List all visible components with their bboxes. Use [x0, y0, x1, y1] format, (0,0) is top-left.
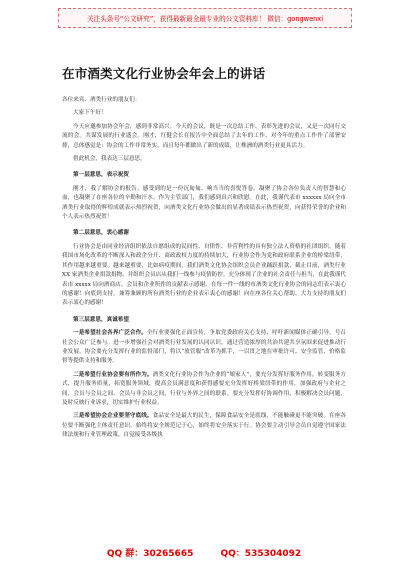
section1-body: 刚才，我了解协会的报告，感受到的是一份沉甸甸、响当当的喜悦答卷。凝聚了协会各位负责人的智慧和心血，也凝聚了在座各位的辛勤和汗水。作为主管部门，我们感到真兴和欣慰。在此，我谨代表市 xxxxxx 局向全市酒类行业取得的辉煌成就表示热烈祝贺，向酒类文化行业协会做出的显著成绩表示热烈祝贺，向获得荣誉的企业和个人表示热烈祝贺！	[62, 185, 346, 221]
section1-heading: 第一层意思，表示祝贺	[73, 172, 129, 179]
promo-banner: 关注头条号“公文研究”，获得最新最全最专业的公文资料库！ 微信：gongwenxi	[58, 8, 352, 28]
qq-group: QQ 群：30265665	[106, 549, 194, 559]
hope-2-body: 酒类文化行业协会作为企业的“娘家人”，要充分发挥好服务作用，转变服务方式，提升服务质量，拓宽服务领域，提高会员满意度和获得感要充分发挥好桥梁纽带的作用，加强政府与企业之间、会员与会员之间、会员与非会员之间，行业与外界之间的联系。要充分发挥好协调作用，积极解决会员问题，及时反映行业诉求，切实维护行业权益。	[62, 371, 346, 406]
salutation: 各位来宾、酒类行业的朋友们：	[62, 97, 141, 103]
hope-paragraph-2	[62, 371, 346, 409]
hope-paragraph-1	[62, 329, 346, 367]
intro-paragraph: 今天应邀参加协会年会，感到非常高兴。今天的会议，既是一次总结工作、表彰先进的会议，又是一次同行交流的会。共谋发展的行业盛会。刚才，红健会长在报告中全面总结了去年的工作。对今年的重点工作作了部署安排，总体感觉是：协会的工作非常务实，而且每年都做出了新的成绩，让株洲的酒类行业更具活力。	[62, 123, 346, 149]
section2-heading: 第二层意思，衷心感谢	[73, 230, 129, 237]
hope-3-body: 食品安全是最大的民生，保障食品安全是底线，不能触碰更不能突破。在座各位要不断强化主体责任意识，始终将安全规范记于心，始终将安全落实于行。协会要主动引导会员自觉遵守国家法律法规和行业管理政策，自觉接受各级执	[62, 413, 346, 439]
section2-body: 行业协会是由同业经济组织依法自愿组成的民间性、自律性、非营利性的具有独立法人资格的社团组织。随着我国市场化改革的不断深入和政企分开、商政政权力度的持续加大，行业协会作为党和政府联系企业的桥梁纽带，其作用越来越重要。越来越重要，比如病疫期间，我们酒类文化协会组织会员企业踊跃捐款，截止目前，酒类行业 XX 家酒类企业捐款捐物，并组织会员店从我们一线参与疫情防控。充分体现了企业的社会责任与担当，在此我谨代表市 xxxxx 局向酒商店、会员和企业所作的贡献表示感谢。在每一件一线的市酒类文化行业协会的同志们表示衷心的感谢！向底到支持，兼筹兼顾的所有酒类行业的企业表示衷心的感谢！向在座各位关心帮助、大力支持的朋友们表示衷心的感谢！	[62, 243, 346, 307]
hope-3-lead: 三是希望协会企业要坚守底线。	[73, 413, 153, 420]
hope-paragraph-3	[62, 412, 346, 440]
hope-1-body: 全行业要强化正面宣传，争取党委政府关心支持、呼吁新闻媒体正确引导，号召社会公众广泛参与。进一步增强社会对酒类行业发展的认同认识，通过营造浓厚的共治共建共享氛围来促进推动行业发展。协会要充分发挥行业的监督部门，将以“放管服”改革为抓手，一以贯之地在审批许可、安全监管、价格监督等提供支持和服务。	[62, 330, 346, 365]
qq-number: QQ：535304092	[220, 549, 302, 559]
document-title: 在市酒类文化行业协会年会上的讲话	[62, 66, 266, 81]
hope-1-lead: 一是希望社会各界广泛合作。	[73, 330, 147, 337]
document-body	[62, 64, 346, 441]
greeting: 大家下午好！	[73, 110, 107, 117]
hope-2-lead: 二是希望行业协会要有所作为。	[73, 371, 153, 378]
contact-footer	[0, 546, 408, 559]
section3-heading: 第三层意思，真诚希望	[73, 316, 129, 323]
lead-sentence: 借此机会，我表达三层意思。	[73, 156, 146, 163]
